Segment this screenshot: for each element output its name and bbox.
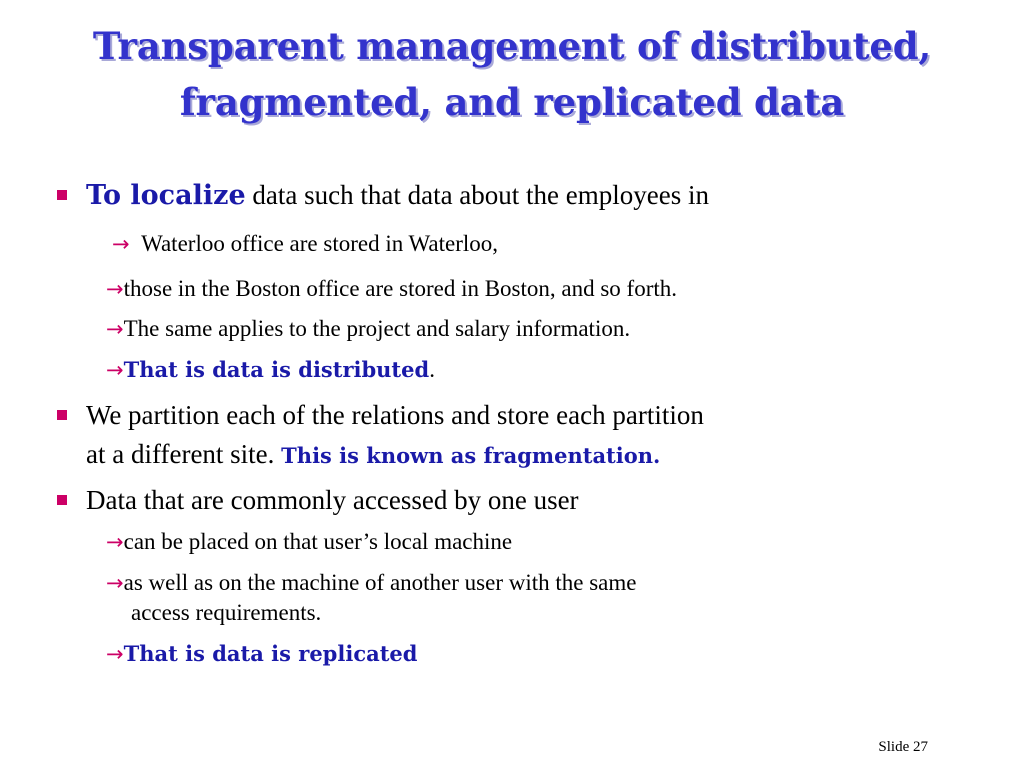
bullet-1 bbox=[86, 176, 709, 215]
bullet-1-text: data such that data about the employees in bbox=[245, 180, 709, 210]
bullet-1-lead: To localize bbox=[86, 180, 246, 211]
bullet-2-line-2-text: at a different site. bbox=[86, 439, 275, 469]
sub-item-1-4 bbox=[106, 355, 435, 385]
bullet-3-text: Data that are commonly accessed by one user bbox=[86, 485, 579, 515]
bullet-marker-icon bbox=[57, 495, 67, 505]
arrow-icon: → bbox=[106, 642, 124, 666]
sub-item-1-2-text: those in the Boston office are stored in Boston, and so forth. bbox=[123, 276, 678, 301]
sub-item-1-3 bbox=[106, 314, 630, 344]
title-line-2: fragmented, and replicated data bbox=[179, 80, 845, 124]
arrow-icon: → bbox=[106, 530, 124, 554]
sub-item-1-1-text: Waterloo office are stored in Waterloo, bbox=[141, 231, 499, 256]
arrow-icon: → bbox=[106, 277, 124, 301]
bullet-2-line-1-text: We partition each of the relations and store each partition bbox=[86, 400, 704, 430]
sub-item-1-4-tail: . bbox=[429, 357, 435, 382]
sub-item-3-3 bbox=[106, 639, 417, 669]
sub-item-3-2-text: as well as on the machine of another user with the same bbox=[123, 570, 637, 595]
bullet-2-line-1 bbox=[86, 396, 704, 434]
sub-item-3-1 bbox=[106, 527, 512, 557]
sub-item-1-2 bbox=[106, 274, 677, 304]
sub-item-1-4-emphasis: That is data is distributed bbox=[123, 357, 430, 382]
arrow-icon: → bbox=[106, 571, 124, 595]
sub-item-3-2 bbox=[106, 568, 636, 598]
sub-item-3-2-continued bbox=[131, 598, 321, 628]
bullet-marker-icon bbox=[57, 190, 67, 200]
arrow-icon: → bbox=[106, 358, 124, 382]
title-line-1: Transparent management of distributed, bbox=[92, 24, 932, 68]
sub-item-1-1 bbox=[112, 229, 498, 259]
slide-title bbox=[0, 18, 1024, 130]
slide-number: Slide 27 bbox=[878, 739, 928, 755]
bullet-2-emphasis: This is known as fragmentation. bbox=[281, 443, 661, 468]
bullet-marker-icon bbox=[57, 410, 67, 420]
arrow-icon: → bbox=[106, 317, 124, 341]
bullet-3 bbox=[86, 481, 579, 519]
arrow-icon: → bbox=[112, 232, 130, 256]
sub-item-3-3-emphasis: That is data is replicated bbox=[123, 641, 418, 666]
bullet-2-line-2 bbox=[86, 435, 660, 475]
sub-item-3-2-text-line-2: access requirements. bbox=[131, 600, 322, 625]
sub-item-3-1-text: can be placed on that user’s local machine bbox=[123, 529, 513, 554]
sub-item-1-3-text: The same applies to the project and salary information. bbox=[123, 316, 631, 341]
